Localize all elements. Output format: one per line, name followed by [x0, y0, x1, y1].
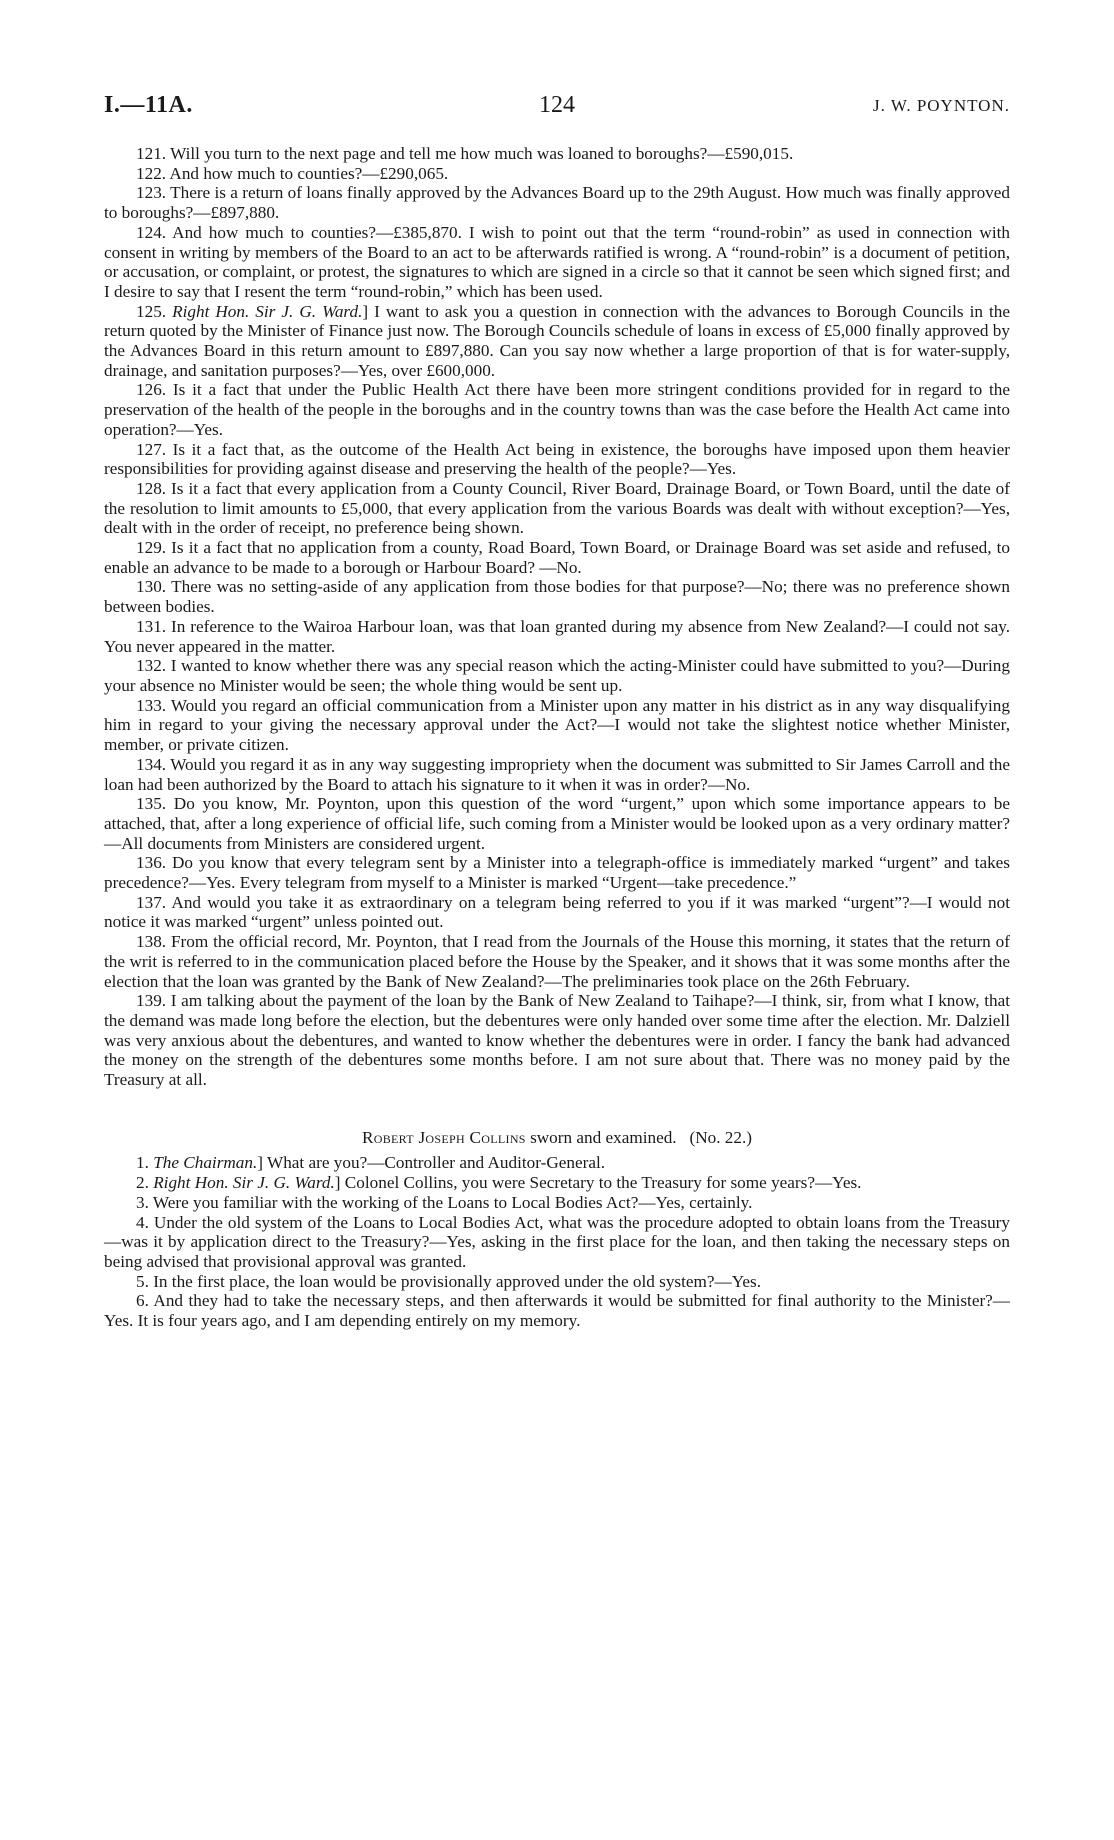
question-number: 2.	[136, 1173, 149, 1193]
paragraph-139: 139. I am talking about the payment of the loan by the Bank of New Zealand to Taihape?—I think, sir, from what I know, that the demand was made long before the election, but the debentures were only handed over some time after the election. Mr. Dalziell was very anxious about the debentures, and wanted to know whether the debentures were in order. I fancy the bank had advanced the money on the strength of the debentures some months before. I am not sure about that. There was no money paid by the Treasury at all.	[104, 991, 1010, 1090]
collins-paragraph-1	[104, 1153, 1010, 1173]
document-reference: I.—11A.	[104, 92, 193, 118]
witness-heading	[104, 1128, 1010, 1148]
paragraph-124: 124. And how much to counties?—£385,870. I wish to point out that the term “round-robin” as used in connection with consent in writing by members of the Board to an act to be afterwards ratified is wrong. A “round-robin” is a document of petition, or accusation, or complaint, or protest, the signatures to which are signed in a circle so that it cannot be seen which signed first; and I desire to say that I resent the term “round-robin,” which has been used.	[104, 222, 1010, 301]
paragraph-137: 137. And would you take it as extraordinary on a telegram being referred to you if it was marked “urgent”?—I would not notice it was marked “urgent” unless pointed out.	[104, 892, 1010, 932]
paragraph-129: 129. Is it a fact that no application from a county, Road Board, Town Board, or Drainage Board was set aside and refused, to enable an advance to be made to a borough or Harbour Board? —No.	[104, 538, 1010, 577]
witness-name: Robert Joseph Collins	[361, 1127, 526, 1147]
speaker-name: Right Hon. Sir J. G. Ward.	[172, 301, 363, 321]
speaker-name: Right Hon. Sir J. G. Ward.	[153, 1173, 335, 1193]
paragraph-123: 123. There is a return of loans finally approved by the Advances Board up to the 29th August. How much was finally approved to boroughs?—£897,880.	[104, 183, 1010, 223]
paragraph-130: 130. There was no setting-aside of any application from those bodies for that purpose?—No; there was no preference shown between bodies.	[104, 577, 1010, 617]
collins-paragraph-6: 6. And they had to take the necessary steps, and then afterwards it would be submitted for final authority to the Minister?—Yes. It is four years ago, and I am depending entirely on my memory.	[104, 1291, 1010, 1331]
collins-paragraph-3: 3. Were you familiar with the working of the Loans to Local Bodies Act?—Yes, certainly.	[136, 1192, 753, 1212]
paragraph-128: 128. Is it a fact that every application from a County Council, River Board, Drainage Board, or Town Board, until the date of the resolution to limit amounts to £5,000, that every application from the various Boards was dealt with without exception?—Yes, dealt with in the order of receipt, no preference being shown.	[104, 478, 1010, 538]
paragraph-133: 133. Would you regard an official communication from a Minister upon any matter in his district as in any way disqualifying him in regard to your giving the necessary approval under the Act?—I would not take the slightest notice whether Minister, member, or private citizen.	[104, 695, 1010, 755]
paragraph-134: 134. Would you regard it as in any way suggesting impropriety when the document was submitted to Sir James Carroll and the loan had been authorized by the Board to attach his signature to it when it was in order?—No.	[104, 754, 1010, 794]
collins-paragraph-4: 4. Under the old system of the Loans to Local Bodies Act, what was the procedure adopted to obtain loans from the Treasury—was it by application direct to the Treasury?—Yes, asking in the first place for the loan, and then taking the necessary steps on being advised that provisional approval was granted.	[104, 1212, 1010, 1271]
running-head: J. W. POYNTON.	[873, 96, 1010, 115]
paragraph-126: 126. Is it a fact that under the Public Health Act there have been more stringent conditions provided for in regard to the preservation of the health of the people in the boroughs and in the country towns than was the case before the Health Act came into operation?—Yes.	[104, 380, 1010, 439]
document-body	[104, 144, 1010, 1331]
paragraph-135: 135. Do you know, Mr. Poynton, upon this question of the word “urgent,” upon which some importance appears to be attached, that, after a long experience of official life, such coming from a Minister would be looked upon as a very ordinary matter?—All documents from Ministers are considered urgent.	[104, 794, 1010, 853]
collins-paragraph-2	[104, 1173, 1010, 1193]
page-number: 124	[539, 92, 575, 118]
question-number: 1.	[136, 1153, 149, 1173]
paragraph-122: 122. And how much to counties?—£290,065.	[136, 163, 449, 183]
paragraph-131: 131. In reference to the Wairoa Harbour loan, was that loan granted during my absence from New Zealand?—I could not say. You never appeared in the matter.	[104, 616, 1010, 656]
page-header	[104, 92, 1010, 128]
paragraph-125	[104, 302, 1010, 381]
speaker-name: The Chairman.	[153, 1153, 258, 1173]
paragraph-136: 136. Do you know that every telegram sent by a Minister into a telegraph-office is immediately marked “urgent” and takes precedence?—Yes. Every telegram from myself to a Minister is marked “Urgent—take precedence.”	[104, 853, 1010, 893]
paragraph-121: 121. Will you turn to the next page and tell me how much was loaned to boroughs?—£590,015.	[136, 144, 794, 163]
question-text: ] I want to ask you a question in connection with the advances to Borough Councils in the return quoted by the Minister of Finance just now. The Borough Councils schedule of loans in excess of £5,000 finally approved by the Advances Board in this return amount to £897,880. Can you say now whether a large proportion of that is for water-supply, drainage, and sanitation purposes?—Yes, over £600,000.	[104, 301, 1011, 380]
paragraph-127: 127. Is it a fact that, as the outcome of the Health Act being in existence, the boroughs have imposed upon them heavier responsibilities for providing against disease and preserving the health of the people?—Yes.	[104, 439, 1010, 479]
question-text: ] What are you?—Controller and Auditor-General.	[257, 1153, 606, 1173]
collins-paragraph-5: 5. In the first place, the loan would be provisionally approved under the old system?—Yes.	[136, 1271, 761, 1291]
witness-number: (No. 22.)	[689, 1127, 753, 1147]
paragraph-138: 138. From the official record, Mr. Poynton, that I read from the Journals of the House this morning, it states that the return of the writ is referred to in the communication placed before the House by the Speaker, and it shows that it was some months after the election that the loan was granted by the Bank of New Zealand?—The preliminaries took place on the 26th February.	[104, 932, 1010, 991]
paragraph-132: 132. I wanted to know whether there was any special reason which the acting-Minister could have submitted to you?—During your absence no Minister would be seen; the whole thing would be sent up.	[104, 656, 1010, 695]
question-number: 125.	[136, 301, 167, 321]
witness-sworn: sworn and examined.	[525, 1127, 677, 1147]
question-text: ] Colonel Collins, you were Secretary to the Treasury for some years?—Yes.	[334, 1173, 862, 1193]
